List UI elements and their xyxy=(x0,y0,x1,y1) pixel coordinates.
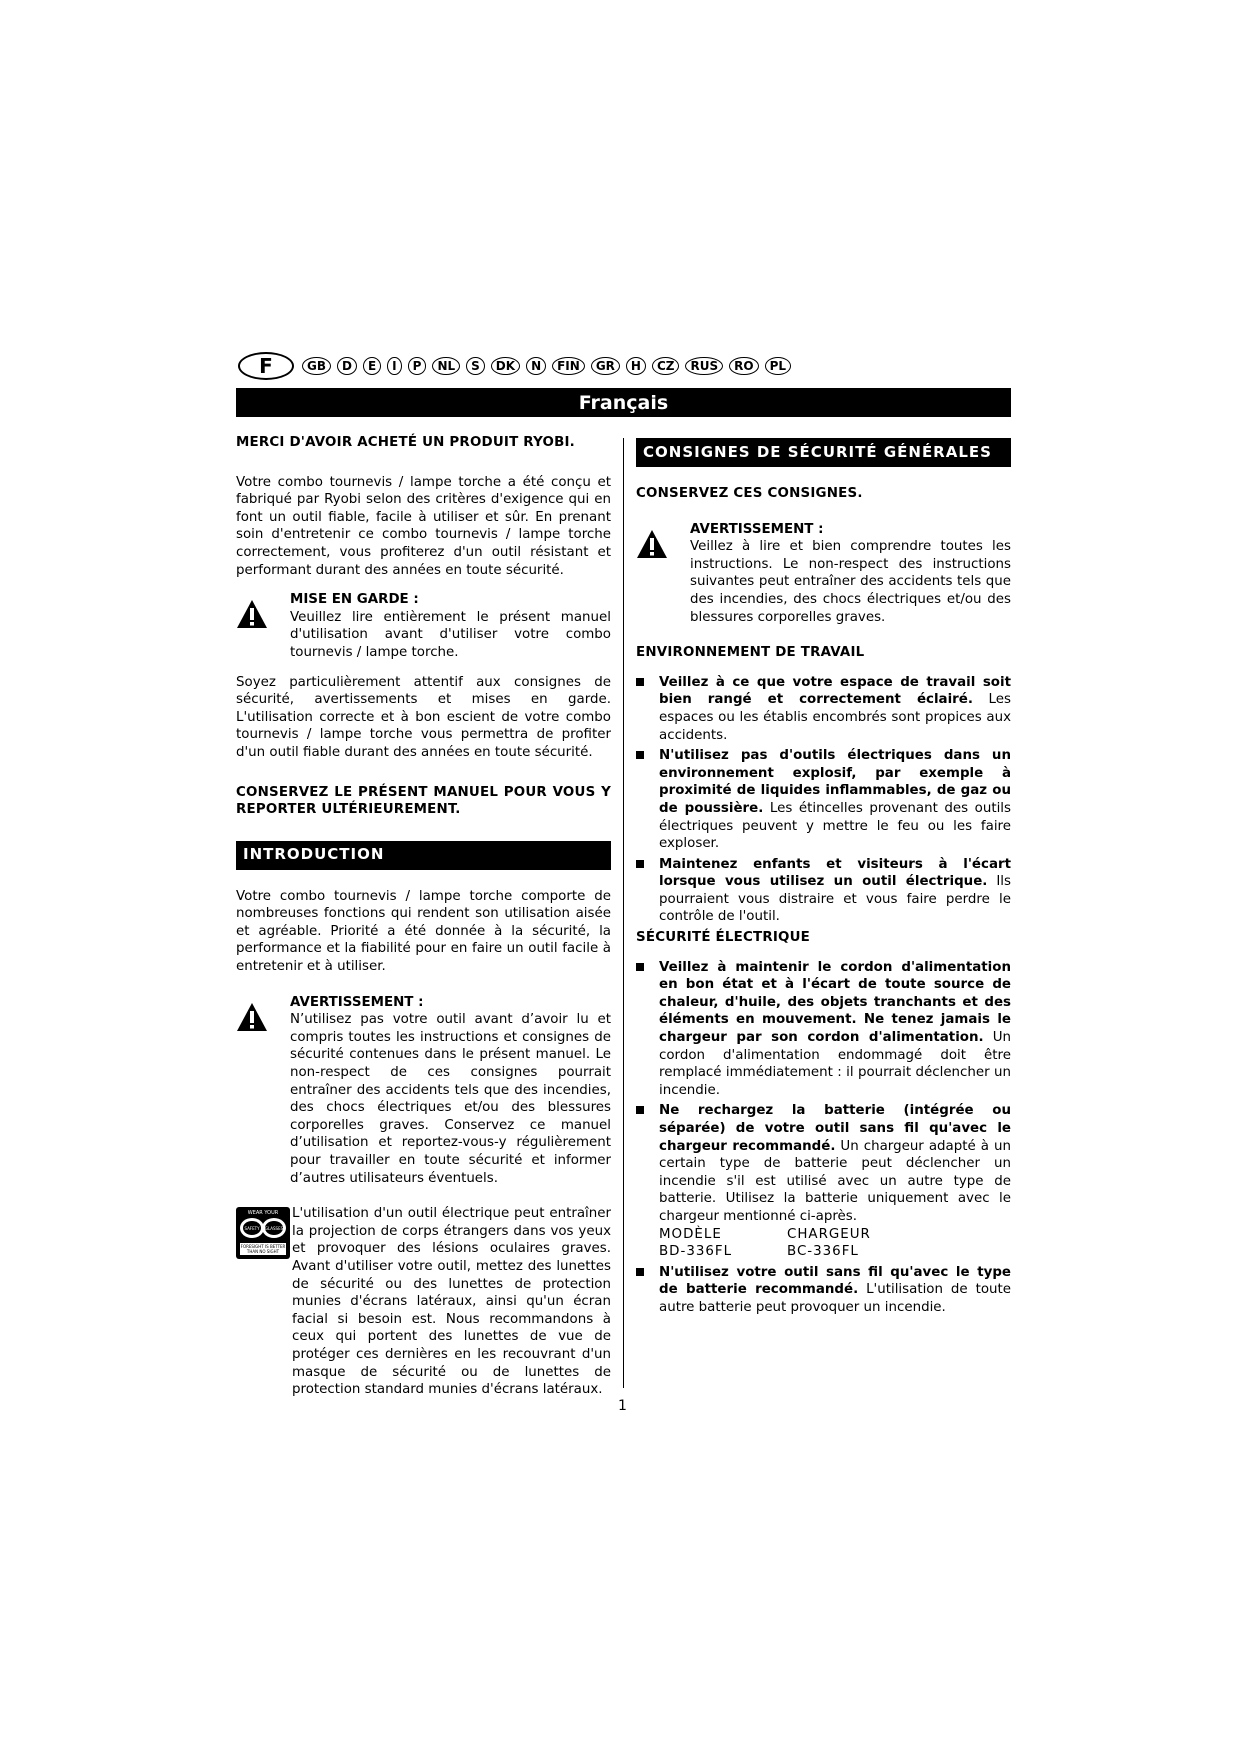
caution-block xyxy=(236,591,611,661)
general-warning-title: AVERTISSEMENT : xyxy=(690,521,824,537)
language-title-bar xyxy=(236,388,1011,417)
goggles-label-1: WEAR YOUR xyxy=(247,1210,279,1217)
safety-glasses-icon xyxy=(236,1205,292,1265)
list-item xyxy=(636,1102,1011,1260)
bullet-icon xyxy=(636,1268,644,1276)
introduction-bar-label: INTRODUCTION xyxy=(243,845,385,864)
bullet-icon xyxy=(636,963,644,971)
language-tab-d[interactable]: D xyxy=(337,357,357,375)
language-tab-p[interactable]: P xyxy=(408,357,427,375)
language-tab-gb[interactable]: GB xyxy=(302,357,331,375)
item-text: Ils pourraient vous distraire et vous faire perdre le contrôle de l'outil. xyxy=(659,874,1011,925)
charger-value: BC-336FL xyxy=(787,1244,859,1260)
language-tab-gr[interactable]: GR xyxy=(591,357,620,375)
warning-block xyxy=(236,994,611,1188)
right-column xyxy=(636,438,1011,1320)
language-tab-cz[interactable]: CZ xyxy=(652,357,680,375)
keep-manual-heading: CONSERVEZ LE PRÉSENT MANUEL POUR VOUS Y REPORTER ULTÉRIEUREMENT. xyxy=(236,784,611,818)
warning-title: AVERTISSEMENT : xyxy=(290,994,424,1010)
warning-triangle-icon xyxy=(636,521,690,565)
language-tab-ro[interactable]: RO xyxy=(729,357,758,375)
thanks-heading: MERCI D'AVOIR ACHETÉ UN PRODUIT RYOBI. xyxy=(236,435,575,450)
list-item xyxy=(636,1264,1011,1317)
model-header: MODÈLE xyxy=(659,1226,722,1242)
list-item xyxy=(636,959,1011,1100)
language-tab-pl[interactable]: PL xyxy=(765,357,791,375)
item-bold: Veillez à ce que votre espace de travail soit bien rangé et correctement éclairé. xyxy=(659,674,1011,708)
page-number: 1 xyxy=(618,1398,627,1414)
left-column xyxy=(236,434,611,1399)
language-selector xyxy=(238,351,1011,380)
goggles-label-2: SAFETY xyxy=(244,1226,260,1232)
item-text: Les étincelles provenant des outils électriques peuvent y mettre le feu ou les faire exploser. xyxy=(659,800,1011,852)
warning-triangle-icon xyxy=(236,591,290,635)
item-bold: N'utilisez votre outil sans fil qu'avec le type de batterie recommandé. xyxy=(659,1264,1011,1298)
language-tab-dk[interactable]: DK xyxy=(491,357,520,375)
general-warning-block xyxy=(636,521,1011,627)
language-tab-h[interactable]: H xyxy=(626,357,646,375)
language-tab-n[interactable]: N xyxy=(526,357,546,375)
work-environment-list xyxy=(636,674,1011,926)
goggles-label-4: FORESIGHT IS BETTER xyxy=(240,1244,286,1250)
goggles-label-3: GLASSES xyxy=(264,1226,284,1232)
language-tab-fin[interactable]: FIN xyxy=(552,357,585,375)
keep-instructions-heading: CONSERVEZ CES CONSIGNES. xyxy=(636,486,863,501)
item-text: L'utilisation de toute autre batterie peut provoquer un incendie. xyxy=(659,1282,1011,1315)
language-tab-nl[interactable]: NL xyxy=(432,357,460,375)
goggles-label-5: THAN NO SIGHT xyxy=(246,1249,280,1255)
model-charger-table xyxy=(659,1226,1011,1261)
language-title: Français xyxy=(578,391,669,414)
item-text: Un chargeur adapté à un certain type de batterie peut déclencher un incendie s'il est utilisé avec un autre type de batterie. Utilisez la batterie uniquement avec le chargeur mentionné ci-après. xyxy=(659,1138,1011,1224)
item-text: Les espaces ou les établis encombrés sont propices aux accidents. xyxy=(659,692,1011,743)
bullet-icon xyxy=(636,860,644,868)
electrical-safety-heading: SÉCURITÉ ÉLECTRIQUE xyxy=(636,930,811,946)
language-tab-f[interactable]: F xyxy=(238,352,294,380)
model-value: BD-336FL xyxy=(659,1244,733,1260)
language-tab-e[interactable]: E xyxy=(363,357,381,375)
column-divider xyxy=(623,438,624,1388)
list-item xyxy=(636,856,1011,926)
list-item xyxy=(636,747,1011,853)
safety-bar xyxy=(636,438,1011,467)
electrical-safety-list xyxy=(636,959,1011,1317)
work-environment-heading: ENVIRONNEMENT DE TRAVAIL xyxy=(636,645,865,661)
bullet-icon xyxy=(636,678,644,686)
item-text: Un cordon d'alimentation endommagé doit être remplacé immédiatement : il pourrait déclencher un incendie. xyxy=(659,1030,1012,1098)
bullet-icon xyxy=(636,1106,644,1114)
list-item xyxy=(636,674,1011,744)
item-bold: N'utilisez pas d'outils électriques dans un environnement explosif, par exemple à proximité de liquides inflammables, de gaz ou de poussière. xyxy=(659,748,1011,816)
caution-text: Veuillez lire entièrement le présent manuel d'utilisation avant d'utiliser votre combo tournevis / lampe torche. xyxy=(290,609,611,660)
attention-paragraph: Soyez particulièrement attentif aux consignes de sécurité, avertissements et mises en garde. L'utilisation correcte et à bon escient de votre combo tournevis / lampe torche vous permettra de profiter d'un outil fiable durant des années en toute sécurité. xyxy=(236,674,611,760)
introduction-bar xyxy=(236,841,611,870)
general-warning-text: Veillez à lire et bien comprendre toutes les instructions. Le non-respect des instructions suivantes peut entraîner des accidents tels que des incendies, des chocs électriques et/ou des blessures corporelles graves. xyxy=(690,539,1011,625)
language-tab-rus[interactable]: RUS xyxy=(685,357,723,375)
caution-title: MISE EN GARDE : xyxy=(290,592,419,608)
item-bold: Maintenez enfants et visiteurs à l'écart lorsque vous utilisez un outil électrique. xyxy=(659,856,1011,890)
goggles-block xyxy=(236,1205,611,1399)
intro-paragraph: Votre combo tournevis / lampe torche a été conçu et fabriqué par Ryobi selon des critères d'exigence qui en font un outil fiable, facile à utiliser et sûr. En prenant soin d'entretenir ce combo tournevis / lampe torche correctement, vous profiterez d'un outil résistant et performant durant des années en toute sécurité. xyxy=(236,474,611,578)
safety-bar-label: CONSIGNES DE SÉCURITÉ GÉNÉRALES xyxy=(643,442,992,461)
warning-triangle-icon xyxy=(236,994,290,1038)
language-tab-s[interactable]: S xyxy=(466,357,485,375)
warning-text: N’utilisez pas votre outil avant d’avoir lu et compris toutes les instructions et consignes de sécurité contenues dans le présent manuel. Le non-respect de ces consignes pourrait entraîner des accidents tels que des incendies, des chocs électriques et/ou des blessures corporelles graves. Conservez ce manuel d’utilisation et reportez-vous-y régulièrement pour travailler en toute sécurité et informer d’autres utilisateurs éventuels. xyxy=(290,1012,611,1186)
introduction-paragraph: Votre combo tournevis / lampe torche comporte de nombreuses fonctions qui rendent son utilisation aisée et agréable. Priorité a été donnée à la sécurité, la performance et la fiabilité pour en faire un outil facile à entretenir et à utiliser. xyxy=(236,888,611,975)
language-tab-i[interactable]: I xyxy=(387,357,401,375)
item-bold: Ne rechargez la batterie (intégrée ou séparée) de votre outil sans fil qu'avec le chargeur recommandé. xyxy=(659,1103,1011,1154)
goggles-text: L'utilisation d'un outil électrique peut entraîner la projection de corps étrangers dans vos yeux et provoquer des lésions oculaires graves. Avant d'utiliser votre outil, mettez des lunettes de sécurité ou des lunettes de protection munies d'écrans latéraux, ainsi qu'un écran facial si besoin est. Nous recommandons à ceux qui portent des lunettes de vue de protéger ces dernières en les recouvrant d'un masque de sécurité ou de lunettes de protection standard munies d'écrans latéraux. xyxy=(292,1206,611,1398)
item-bold: Veillez à maintenir le cordon d'alimentation en bon état et à l'écart de toute source de chaleur, d'huile, des objets tranchants et des éléments en mouvement. Ne tenez jamais le chargeur par son cordon d'alimentation. xyxy=(659,959,1011,1046)
charger-header: CHARGEUR xyxy=(787,1226,871,1242)
bullet-icon xyxy=(636,751,644,759)
